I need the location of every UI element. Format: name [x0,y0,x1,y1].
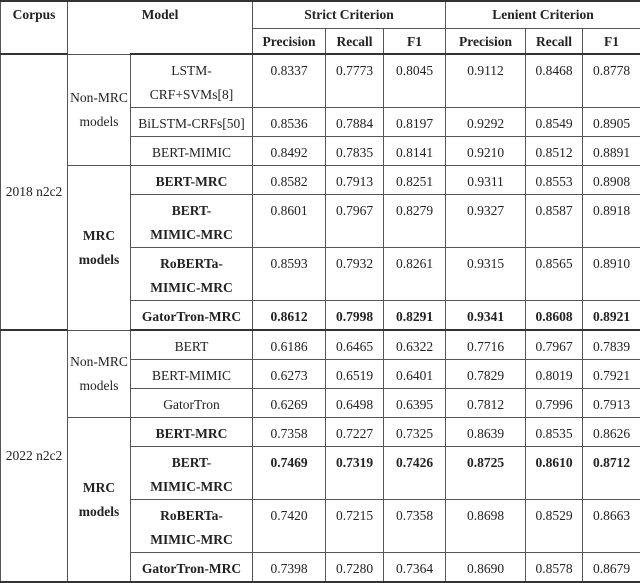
model-name-cell: RoBERTa-MIMIC-MRC [131,248,253,301]
strict-criterion-header: Strict Criterion [253,1,446,29]
metric-value-cell: 0.9341 [446,301,526,331]
metric-value-cell: 0.8536 [253,108,326,137]
metric-value-cell: 0.8468 [526,54,583,108]
model-name-cell: LSTM-CRF+SVMs[8] [131,54,253,108]
model-name-cell: BERT [131,330,253,360]
metric-value-cell: 0.7280 [326,553,384,583]
metric-value-cell: 0.6186 [253,330,326,360]
metric-value-cell: 0.7835 [326,137,384,166]
lenient-criterion-header: Lenient Criterion [446,1,640,29]
metric-value-cell: 0.7829 [446,360,526,389]
metric-value-cell: 0.8918 [583,195,640,248]
metric-header: F1 [384,29,446,55]
metric-value-cell: 0.7398 [253,553,326,583]
metric-value-cell: 0.8601 [253,195,326,248]
metric-value-cell: 0.8778 [583,54,640,108]
metric-value-cell: 0.7812 [446,389,526,418]
metric-value-cell: 0.7716 [446,330,526,360]
metric-value-cell: 0.7967 [526,330,583,360]
model-name-cell: BERT-MIMIC-MRC [131,447,253,500]
metric-value-cell: 0.8535 [526,418,583,447]
metric-value-cell: 0.8582 [253,166,326,195]
metric-header: Precision [253,29,326,55]
metric-value-cell: 0.7967 [326,195,384,248]
metric-value-cell: 0.7364 [384,553,446,583]
metric-value-cell: 0.9315 [446,248,526,301]
metric-value-cell: 0.7215 [326,500,384,553]
table-body [1,54,640,582]
metric-value-cell: 0.8529 [526,500,583,553]
model-group-cell: MRC models [68,418,131,583]
metric-value-cell: 0.7426 [384,447,446,500]
metric-value-cell: 0.9311 [446,166,526,195]
corpus-header: Corpus [1,1,68,54]
metric-value-cell: 0.7319 [326,447,384,500]
table-row [1,54,640,108]
metric-value-cell: 0.8698 [446,500,526,553]
metric-value-cell: 0.8578 [526,553,583,583]
metric-value-cell: 0.8549 [526,108,583,137]
metric-value-cell: 0.6401 [384,360,446,389]
metric-value-cell: 0.7913 [583,389,640,418]
metric-value-cell: 0.6395 [384,389,446,418]
model-name-cell: BERT-MRC [131,166,253,195]
metric-value-cell: 0.8141 [384,137,446,166]
corpus-cell: 2022 n2c2 [1,330,68,582]
model-header: Model [68,1,253,54]
metric-value-cell: 0.9112 [446,54,526,108]
metric-value-cell: 0.9292 [446,108,526,137]
metric-value-cell: 0.8725 [446,447,526,500]
metric-header: F1 [583,29,640,55]
metric-value-cell: 0.8019 [526,360,583,389]
metric-value-cell: 0.8279 [384,195,446,248]
metric-value-cell: 0.8197 [384,108,446,137]
metric-header: Precision [446,29,526,55]
metric-value-cell: 0.7227 [326,418,384,447]
metric-value-cell: 0.7325 [384,418,446,447]
metric-value-cell: 0.9210 [446,137,526,166]
metric-value-cell: 0.7839 [583,330,640,360]
metric-value-cell: 0.7469 [253,447,326,500]
metric-value-cell: 0.7921 [583,360,640,389]
model-name-cell: RoBERTa-MIMIC-MRC [131,500,253,553]
metric-value-cell: 0.7913 [326,166,384,195]
model-group-cell: MRC models [68,166,131,331]
metric-value-cell: 0.8291 [384,301,446,331]
metric-value-cell: 0.7998 [326,301,384,331]
model-name-cell: GatorTron [131,389,253,418]
metric-value-cell: 0.6273 [253,360,326,389]
model-name-cell: GatorTron-MRC [131,553,253,583]
metric-value-cell: 0.8593 [253,248,326,301]
metric-header: Recall [326,29,384,55]
metric-value-cell: 0.8587 [526,195,583,248]
metric-value-cell: 0.6498 [326,389,384,418]
metric-value-cell: 0.7773 [326,54,384,108]
metric-value-cell: 0.7358 [384,500,446,553]
metric-value-cell: 0.8679 [583,553,640,583]
metric-value-cell: 0.8610 [526,447,583,500]
metric-value-cell: 0.8891 [583,137,640,166]
metric-value-cell: 0.8908 [583,166,640,195]
metric-header: Recall [526,29,583,55]
model-group-cell: Non-MRC models [68,54,131,166]
table-row [1,418,640,447]
metric-value-cell: 0.8251 [384,166,446,195]
metric-value-cell: 0.7932 [326,248,384,301]
model-group-cell: Non-MRC models [68,330,131,418]
metric-value-cell: 0.8626 [583,418,640,447]
metric-value-cell: 0.8553 [526,166,583,195]
metric-value-cell: 0.8512 [526,137,583,166]
metric-value-cell: 0.8565 [526,248,583,301]
metric-value-cell: 0.9327 [446,195,526,248]
metric-value-cell: 0.8612 [253,301,326,331]
metric-value-cell: 0.7420 [253,500,326,553]
model-name-cell: BERT-MIMIC-MRC [131,195,253,248]
corpus-cell: 2018 n2c2 [1,54,68,330]
metric-value-cell: 0.7884 [326,108,384,137]
metric-value-cell: 0.8905 [583,108,640,137]
metric-value-cell: 0.6269 [253,389,326,418]
metric-value-cell: 0.8608 [526,301,583,331]
metric-value-cell: 0.8921 [583,301,640,331]
metric-value-cell: 0.6465 [326,330,384,360]
metric-value-cell: 0.8639 [446,418,526,447]
model-name-cell: GatorTron-MRC [131,301,253,331]
model-name-cell: BERT-MIMIC [131,137,253,166]
table-row [1,166,640,195]
metric-value-cell: 0.8910 [583,248,640,301]
model-name-cell: BERT-MIMIC [131,360,253,389]
metric-value-cell: 0.8712 [583,447,640,500]
header-row [1,1,640,29]
model-name-cell: BiLSTM-CRFs[50] [131,108,253,137]
metric-value-cell: 0.8261 [384,248,446,301]
metric-value-cell: 0.8690 [446,553,526,583]
metric-value-cell: 0.6519 [326,360,384,389]
table-row [1,330,640,360]
metric-value-cell: 0.7358 [253,418,326,447]
model-name-cell: BERT-MRC [131,418,253,447]
metric-value-cell: 0.8492 [253,137,326,166]
metric-value-cell: 0.8663 [583,500,640,553]
metric-value-cell: 0.7996 [526,389,583,418]
metric-value-cell: 0.8045 [384,54,446,108]
metric-value-cell: 0.6322 [384,330,446,360]
metric-value-cell: 0.8337 [253,54,326,108]
